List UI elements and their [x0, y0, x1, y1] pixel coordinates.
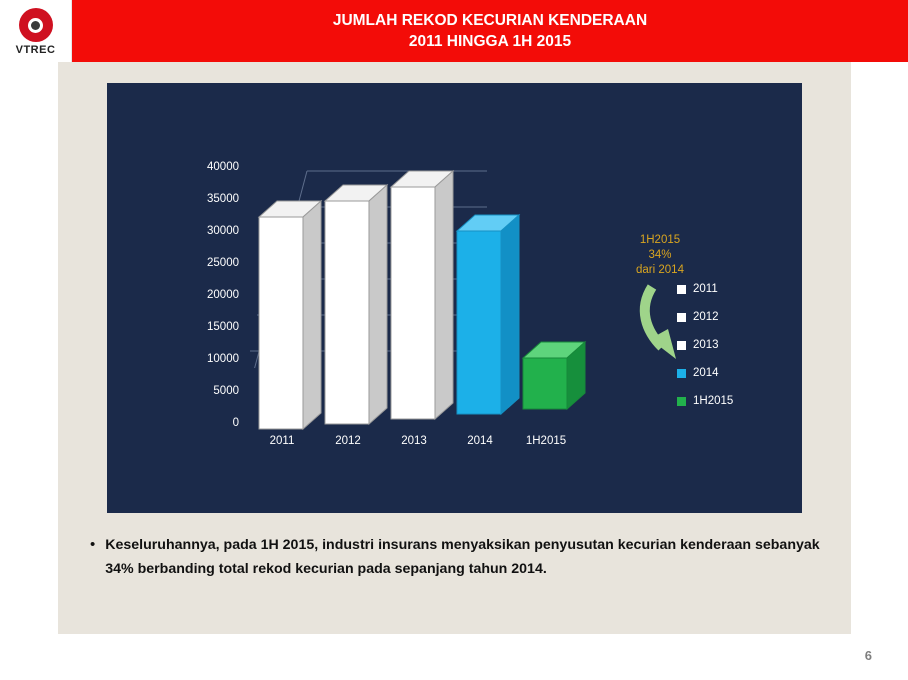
annotation-line1: 1H2015 — [639, 234, 681, 246]
x-label-2014: 2014 — [467, 435, 493, 447]
legend-label-2012: 2012 — [693, 311, 719, 323]
legend-item-2014 — [677, 359, 787, 387]
chart-annotation — [615, 233, 705, 278]
y-tick-15000: 15000 — [207, 321, 239, 333]
bar-2014 — [457, 215, 519, 414]
bar-2012 — [325, 185, 387, 424]
legend-swatch-2014 — [677, 369, 686, 378]
bar-2013 — [391, 171, 453, 419]
logo-label: VTREC — [15, 44, 56, 56]
legend-swatch-2013 — [677, 341, 686, 350]
summary-bullet — [90, 533, 820, 581]
bullet-text: Keseluruhannya, pada 1H 2015, industri insurans menyaksikan penyusutan kecurian kenderaan sebanyak 34% berbanding total rekod kecurian pada sepanjang tahun 2014. — [105, 537, 820, 577]
y-tick-30000: 30000 — [207, 225, 239, 237]
x-axis-labels — [241, 435, 661, 455]
chart — [107, 83, 802, 513]
x-label-2013: 2013 — [401, 435, 427, 447]
bar-2011 — [259, 201, 321, 429]
x-label-2012: 2012 — [335, 435, 361, 447]
logo — [0, 0, 72, 62]
x-label-1H2015: 1H2015 — [525, 435, 567, 447]
y-tick-40000: 40000 — [207, 161, 239, 173]
legend-swatch-2011 — [677, 285, 686, 294]
page-title-line2: 2011 HINGGA 1H 2015 — [408, 33, 572, 50]
legend-label-2013: 2013 — [693, 339, 719, 351]
legend-item-2013 — [677, 331, 787, 359]
page-title-line1: JUMLAH REKOD KECURIAN KENDERAAN — [332, 12, 648, 29]
bullet-icon: • — [90, 536, 96, 553]
legend-item-2012 — [677, 303, 787, 331]
chart-legend — [677, 275, 787, 415]
y-tick-35000: 35000 — [207, 193, 239, 205]
legend-item-1H2015 — [677, 387, 787, 415]
annotation-line2: 34% — [648, 249, 672, 261]
y-tick-25000: 25000 — [207, 257, 239, 269]
annotation-line3: dari 2014 — [636, 264, 684, 276]
legend-item-2011 — [677, 275, 787, 303]
page-title — [72, 0, 908, 62]
legend-label-2014: 2014 — [693, 367, 719, 379]
y-tick-0: 0 — [232, 417, 239, 429]
y-tick-10000: 10000 — [207, 353, 239, 365]
y-tick-20000: 20000 — [207, 289, 239, 301]
legend-swatch-2012 — [677, 313, 686, 322]
legend-label-2011: 2011 — [693, 283, 718, 295]
x-label-2011: 2011 — [269, 435, 295, 447]
y-tick-5000: 5000 — [213, 385, 239, 397]
page-number: 6 — [864, 648, 872, 663]
legend-label-1H2015: 1H2015 — [693, 395, 734, 407]
vtrec-logo-icon — [19, 8, 53, 42]
bar-1H2015 — [523, 342, 585, 409]
legend-swatch-1H2015 — [677, 397, 686, 406]
